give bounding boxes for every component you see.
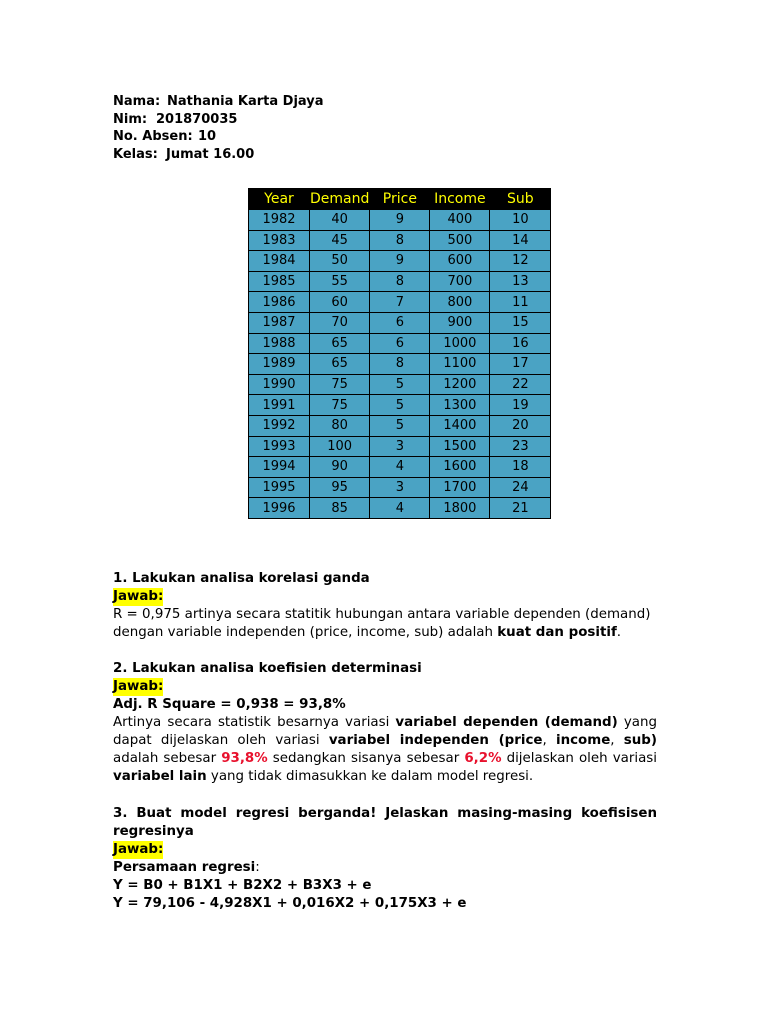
answer-2-text: yang tidak dimasukkan ke dalam model regresi. [206,769,534,784]
question-3-word: 3. [113,806,128,821]
cell-price: 6 [370,333,430,354]
kelas-label: Kelas: [113,146,158,162]
cell-income: 500 [430,230,490,251]
nim-row [113,111,324,129]
cell-year: 1993 [249,436,310,457]
answer-1-line1: R = 0,975 artinya secara statitik hubungan antara variable dependen (demand) [113,607,651,622]
cell-income: 700 [430,271,490,292]
cell-sub: 15 [490,312,551,333]
cell-demand: 90 [310,457,370,478]
cell-demand: 75 [310,374,370,395]
answer-2-bold: variabel dependen (demand) [395,715,618,730]
cell-year: 1982 [249,210,310,231]
col-header-income: Income [430,189,490,210]
cell-income: 1000 [430,333,490,354]
question-1-title: 1. Lakukan analisa korelasi ganda [113,571,370,586]
table-row [249,415,551,436]
cell-sub: 16 [490,333,551,354]
cell-demand: 60 [310,292,370,313]
cell-income: 1700 [430,477,490,498]
question-2 [113,660,657,786]
cell-year: 1988 [249,333,310,354]
cell-sub: 11 [490,292,551,313]
cell-demand: 65 [310,333,370,354]
table-row [249,251,551,272]
answer-2-bold: sub) [623,733,657,748]
table-row [249,333,551,354]
answer-2-text: dijelaskan oleh variasi [501,751,657,766]
question-3-word: berganda! [298,806,377,821]
answer-2-bold: variabel independen (price [328,733,543,748]
table-row [249,395,551,416]
cell-sub: 10 [490,210,551,231]
col-header-sub: Sub [490,189,551,210]
col-header-demand: Demand [310,189,370,210]
cell-income: 1500 [430,436,490,457]
col-header-price: Price [370,189,430,210]
answer-2-text: Artinya secara statistik besarnya variasi [113,715,396,730]
cell-income: 900 [430,312,490,333]
cell-demand: 80 [310,415,370,436]
question-3-word: Buat [136,806,172,821]
cell-income: 1600 [430,457,490,478]
answer-1-line2 [113,624,657,642]
question-3-word: koefisisen [581,806,657,821]
answer-2-text: , [610,733,624,748]
answer-2-red-value: 6,2% [464,751,502,766]
cell-sub: 19 [490,395,551,416]
cell-demand: 85 [310,498,370,519]
cell-year: 1985 [249,271,310,292]
answer-2-text: sedangkan sisanya sebesar [267,751,465,766]
cell-sub: 14 [490,230,551,251]
cell-year: 1990 [249,374,310,395]
cell-income: 400 [430,210,490,231]
question-3 [113,805,657,913]
cell-price: 8 [370,354,430,375]
table-row [249,271,551,292]
equation-general: Y = B0 + B1X1 + B2X2 + B3X3 + e [113,878,372,893]
nim-label: Nim: [113,111,148,127]
question-2-title: 2. Lakukan analisa koefisien determinasi [113,661,422,676]
kelas-value: Jumat 16.00 [166,146,255,162]
cell-demand: 40 [310,210,370,231]
cell-income: 600 [430,251,490,272]
answer-1-period: . [616,625,622,640]
persamaan-text: Persamaan regresi [113,860,256,875]
cell-demand: 95 [310,477,370,498]
cell-price: 8 [370,271,430,292]
cell-price: 6 [370,312,430,333]
table-row [249,374,551,395]
jawab-label: Jawab: [113,589,164,604]
cell-sub: 13 [490,271,551,292]
absen-label: No. Absen: [113,129,193,144]
cell-year: 1992 [249,415,310,436]
answer-2-bold: income [555,733,611,748]
answer-2-bold: variabel lain [113,769,207,784]
cell-demand: 70 [310,312,370,333]
persamaan-label [113,859,657,877]
cell-price: 9 [370,210,430,231]
cell-demand: 100 [310,436,370,457]
answer-1-text: dengan variable independen (price, income, sub) adalah [113,625,498,640]
cell-demand: 55 [310,271,370,292]
cell-income: 1200 [430,374,490,395]
answer-2-red-value: 93,8% [221,751,268,766]
table-row [249,210,551,231]
equation-estimated: Y = 79,106 - 4,928X1 + 0,016X2 + 0,175X3 + e [113,896,467,911]
nama-row [113,93,324,111]
cell-income: 1400 [430,415,490,436]
cell-income: 1100 [430,354,490,375]
question-1 [113,570,657,642]
cell-year: 1987 [249,312,310,333]
data-table [248,188,551,519]
cell-sub: 21 [490,498,551,519]
cell-price: 8 [370,230,430,251]
absen-row [113,128,324,146]
table-row [249,436,551,457]
cell-year: 1994 [249,457,310,478]
question-3-title-line2: regresinya [113,824,194,839]
answer-1-bold: kuat dan positif [497,625,617,640]
table-body [249,210,551,519]
cell-income: 1800 [430,498,490,519]
table-row [249,477,551,498]
cell-demand: 75 [310,395,370,416]
nim-value: 201870035 [156,111,238,127]
answer-2-text: adalah sebesar [113,751,222,766]
cell-sub: 17 [490,354,551,375]
cell-price: 9 [370,251,430,272]
cell-year: 1995 [249,477,310,498]
question-3-word: model [180,806,227,821]
cell-demand: 65 [310,354,370,375]
cell-year: 1984 [249,251,310,272]
cell-price: 7 [370,292,430,313]
cell-sub: 18 [490,457,551,478]
answer-2-text: yang dapat dijelaskan oleh variasi [113,715,657,748]
cell-year: 1996 [249,498,310,519]
cell-year: 1989 [249,354,310,375]
cell-demand: 45 [310,230,370,251]
nama-label: Nama: [113,94,161,109]
col-header-year: Year [249,189,310,210]
cell-sub: 12 [490,251,551,272]
cell-price: 4 [370,498,430,519]
table-row [249,312,551,333]
jawab-label: Jawab: [113,842,164,857]
cell-sub: 20 [490,415,551,436]
table-row [249,457,551,478]
table-row [249,498,551,519]
cell-year: 1991 [249,395,310,416]
cell-sub: 24 [490,477,551,498]
adj-r-square: Adj. R Square = 0,938 = 93,8% [113,697,346,712]
table-row [249,230,551,251]
cell-price: 5 [370,374,430,395]
cell-year: 1983 [249,230,310,251]
cell-income: 1300 [430,395,490,416]
absen-value: 10 [198,129,217,144]
cell-price: 5 [370,395,430,416]
cell-income: 800 [430,292,490,313]
cell-sub: 23 [490,436,551,457]
persamaan-colon: : [255,860,260,875]
cell-demand: 50 [310,251,370,272]
question-3-title [113,805,657,823]
cell-year: 1986 [249,292,310,313]
question-3-word: regresi [235,806,290,821]
question-3-word: Jelaskan [385,806,449,821]
jawab-label: Jawab: [113,679,164,694]
cell-price: 4 [370,457,430,478]
table-row [249,292,551,313]
question-3-word: masing-masing [457,806,573,821]
cell-price: 5 [370,415,430,436]
nama-value: Nathania Karta Djaya [167,94,324,109]
student-info [113,93,324,163]
answer-2-paragraph [113,714,657,786]
answer-2-text: , [542,733,556,748]
cell-price: 3 [370,477,430,498]
cell-sub: 22 [490,374,551,395]
table-header-row [249,189,551,210]
cell-price: 3 [370,436,430,457]
table-row [249,354,551,375]
kelas-row [113,146,324,164]
